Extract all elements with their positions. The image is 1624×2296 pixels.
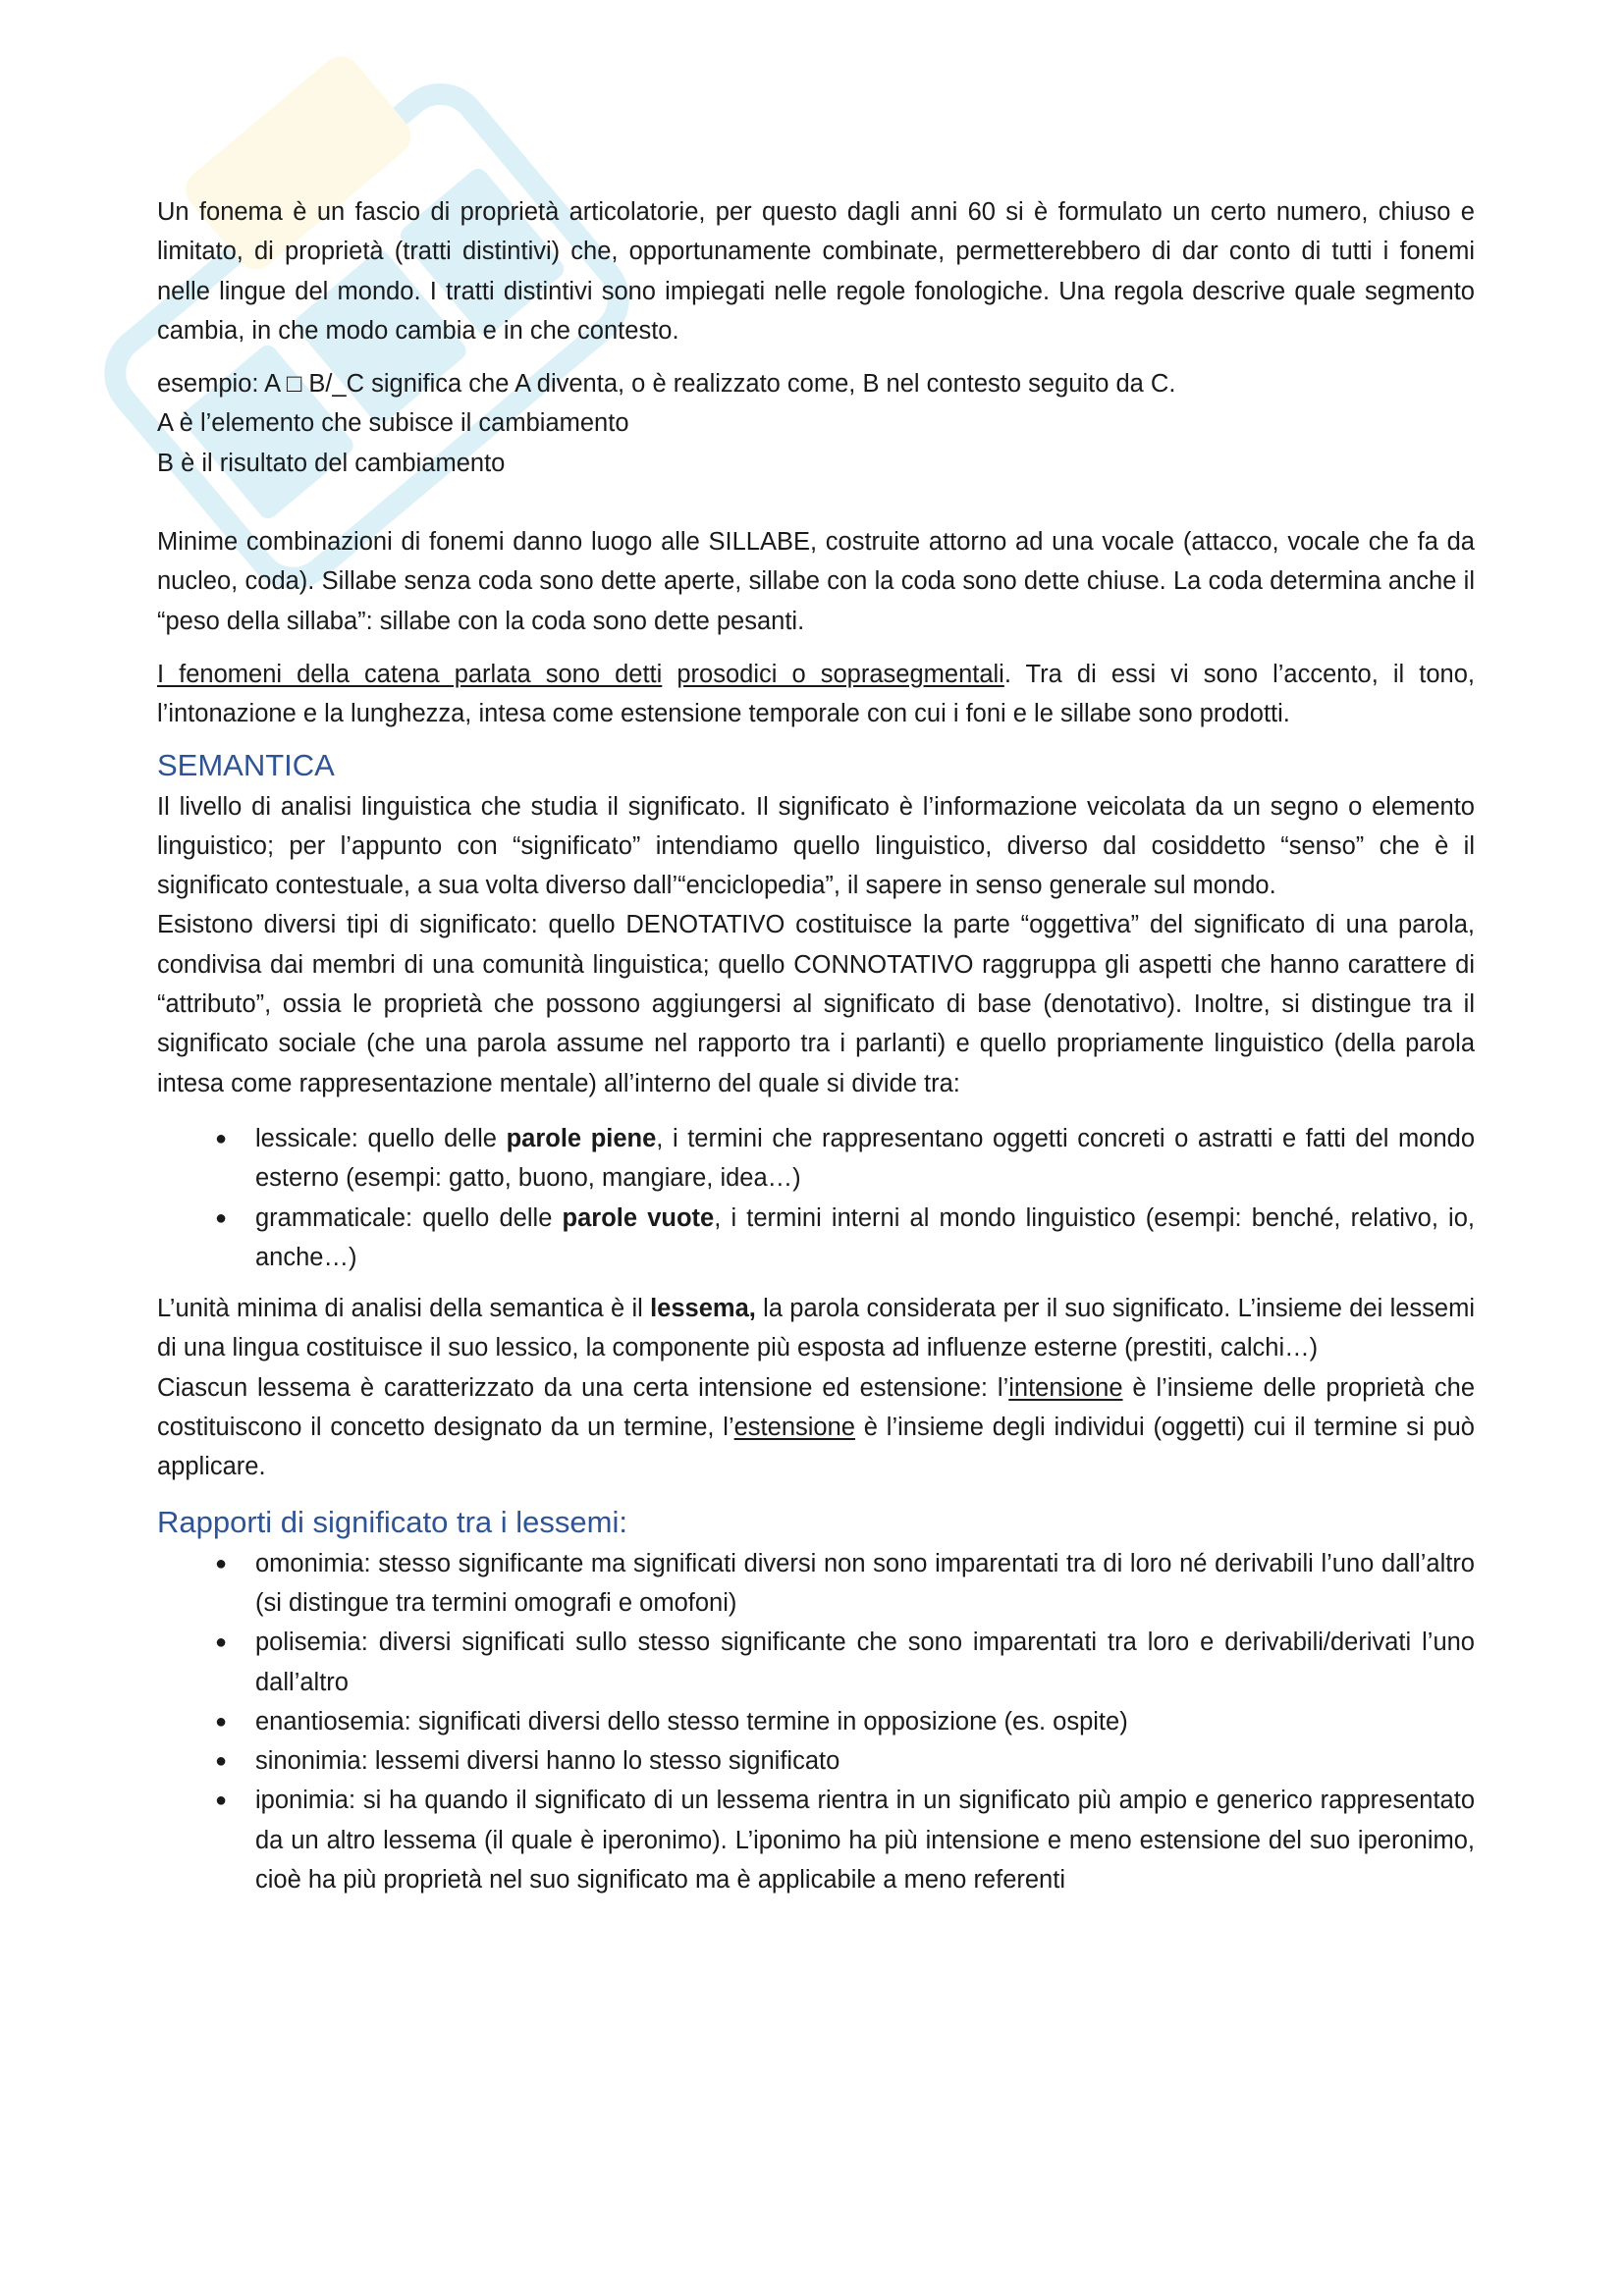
paragraph-fonema: Un fonema è un fascio di proprietà articolatorie, per questo dagli anni 60 si è formulato un certo numero, chiuso e limitato, di proprietà (tratti distintivi) che, opportunamente combinate, permetterebbero di dar conto di tutti i fonemi nelle lingue del mondo. I tratti distintivi sono impiegati nelle regole fonologiche. Una regola descrive quale segmento cambia, in che modo cambia e in che contesto. [157, 198, 1475, 345]
bullet-icon: ● [214, 1552, 228, 1575]
paragraph-prosodia: I fenomeni della catena parlata sono detti prosodici o soprasegmentali. Tra di essi vi sono l’accento, il tono, l’intonazione e la lunghezza, intesa come estensione temporale con cui i foni e le sillabe sono prodotti. [157, 660, 1475, 728]
bullet-icon: ● [214, 1750, 228, 1773]
underlined-estensione: estensione [733, 1414, 855, 1442]
underlined-fenomeni: I fenomeni della catena parlata sono detti [157, 660, 663, 688]
bullet-icon: ● [214, 1631, 228, 1654]
list-item: ● grammaticale: quello delle parole vuote, i termini interni al mondo linguistico (esempi: benché, relativo, io, anche…) [157, 1199, 1475, 1278]
bullet-icon: ● [214, 1206, 228, 1229]
paragraph-sillabe: Minime combinazioni di fonemi danno luogo alle SILLABE, costruite attorno ad una vocale (attacco, vocale che fa da nucleo, coda). Sillabe senza coda sono dette aperte, sillabe con la coda sono dette chiuse. La coda determina anche il “peso della sillaba”: sillabe con la coda sono dette pesanti. [157, 528, 1475, 635]
bold-lessema: lessema, [650, 1295, 756, 1323]
example-rule: esempio: A □ B/_C significa che A diventa, o è realizzato come, B nel contesto seguito da C. [157, 370, 1176, 399]
list-item: ● iponimia: si ha quando il significato di un lessema rientra in un significato più ampio e generico rappresentato da un altro lessema (il quale è iperonimo). L’iponimo ha più intensione e meno estensione del suo iperonimo, cioè ha più proprietà nel suo significato ma è applicabile a meno referenti [157, 1781, 1475, 1899]
list-item: ● sinonimia: lessemi diversi hanno lo stesso significato [157, 1741, 1475, 1781]
example-a-line: A è l’elemento che subisce il cambiamento [157, 409, 629, 438]
underlined-intensione: intensione [1008, 1373, 1123, 1402]
bullet-icon: ● [214, 1127, 228, 1149]
bullet-icon: ● [214, 1710, 228, 1733]
paragraph-lessema: L’unità minima di analisi della semantica è il lessema, la parola considerata per il suo significato. L’insieme dei lessemi di una lingua costituisce il suo lessico, la componente più esposta ad influenze esterne (prestiti, calchi…) [157, 1295, 1476, 1362]
paragraph-intensione: Ciascun lessema è caratterizzato da una certa intensione ed estensione: l’intensione è l’insieme delle proprietà che costituiscono il concetto designato da un termine, l’estensione è l’insieme degli individui (oggetti) cui il termine si può applicare. [157, 1373, 1475, 1481]
list-item: ● polisemia: diversi significati sullo stesso significante che sono imparentati tra loro e derivabili/derivati l’uno dall’altro [157, 1623, 1475, 1702]
example-b-line: B è il risultato del cambiamento [157, 449, 506, 477]
list-item: ● omonimia: stesso significante ma significati diversi non sono imparentati tra di loro né derivabili l’uno dall’altro (si distingue tra termini omografi e omofoni) [157, 1544, 1475, 1624]
paragraph-tipi-significato: Esistono diversi tipi di significato: quello DENOTATIVO costituisce la parte “oggettiva” del significato di una parola, condivisa dai membri di una comunità linguistica; quello CONNOTATIVO raggruppa gli aspetti che hanno carattere di “attributo”, ossia le proprietà che possono aggiungersi al significato di base (denotativo). Inoltre, si distingue tra il significato sociale (che una parola assume nel rapporto tra i parlanti) e quello propriamente linguistico (della parola intesa come rappresentazione mentale) all’interno del quale si divide tra: [157, 911, 1475, 1097]
rapporti-list [157, 1544, 1475, 1900]
underlined-prosodici: prosodici o soprasegmentali [677, 660, 1004, 688]
list-item: ● enantiosemia: significati diversi dello stesso termine in opposizione (es. ospite) [157, 1702, 1475, 1741]
bullet-icon: ● [214, 1789, 228, 1812]
list-item: ● lessicale: quello delle parole piene, i termini che rappresentano oggetti concreti o astratti e fatti del mondo esterno (esempi: gatto, buono, mangiare, idea…) [157, 1119, 1475, 1199]
heading-semantica: SEMANTICA [157, 747, 335, 782]
document-page [157, 192, 1475, 1899]
paragraph-semantica-def: Il livello di analisi linguistica che studia il significato. Il significato è l’informazione veicolata da un segno o elemento linguistico; per l’appunto con “significato” intendiamo quello linguistico, diverso dal cosiddetto “senso” che è il significato contestuale, a sua volta diverso dall’“enciclopedia”, il sapere in senso generale sul mondo. [157, 792, 1475, 900]
significato-list [157, 1119, 1475, 1277]
heading-rapporti: Rapporti di significato tra i lessemi: [157, 1504, 627, 1539]
